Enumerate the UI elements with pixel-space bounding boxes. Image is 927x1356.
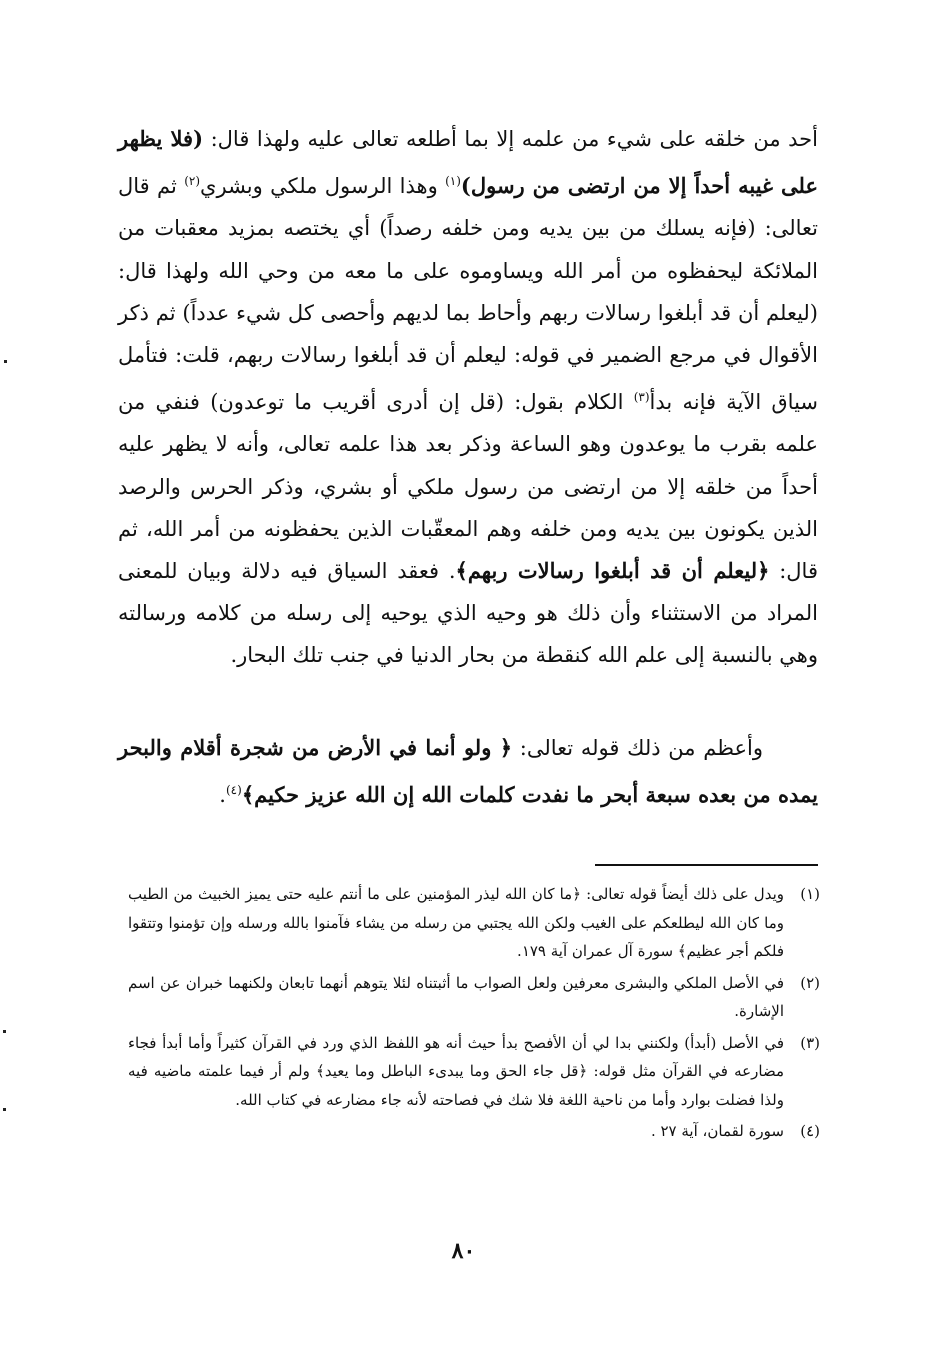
- quran-quote: ﴿ ولو أنما في الأرض من شجرة أقلام والبحر يمده من بعده سبعة أبحر ما نفدت كلمات الله إن الله عزيز حكيم﴾: [118, 735, 818, 808]
- footnote-item: [128, 969, 820, 1026]
- footnote-text: ويدل على ذلك أيضاً قوله تعالى: ﴿ما كان الله ليذر المؤمنين على ما أنتم عليه حتى يميز الخبيث من الطيب وما كان الله ليطلعكم على الغيب ولكن الله يجتبي من رسله من يشاء فآمنوا بالله ورسله وإن تؤمنوا وتتقوا فلكم أجر عظيم﴾ سورة آل عمران آية ١٧٩.: [128, 885, 784, 960]
- footnote-ref[interactable]: (٣): [633, 390, 650, 405]
- text-segment: وهذا الرسول ملكي وبشري: [200, 174, 446, 199]
- footnote-ref[interactable]: (٢): [184, 174, 201, 189]
- footnote-item: [128, 1117, 820, 1146]
- scan-speck: [3, 1108, 6, 1111]
- text-segment: فنفي من علمه بقرب ما يوعدون وهو الساعة وذكر بعد هذا علمه تعالى، وأنه لا يظهر عليه أحداً من خلقه إلا من ارتضى من رسول ملكي أو بشري، وذكر الحرس والرصد الذين يكونون بين يديه ومن خلفه وهم المعقّبات الذين يحفظونه من أمر الله، ثم قال:: [118, 390, 818, 584]
- text-segment: وأعظم من ذلك قوله تعالى:: [512, 736, 763, 760]
- text-segment: ثم قال تعالى:: [118, 174, 819, 241]
- second-paragraph: [118, 727, 818, 816]
- text-segment: . فعقد السياق فيه دلالة وبيان للمعنى المراد من الاستثناء وأن ذلك هو وحيه الذي يوحيه إلى رسله من كلامه ورسالته وهي بالنسبة إلى علم الله كنقطة من بحار الدنيا في جنب تلك البحار.: [118, 559, 818, 668]
- footnote-item: [128, 1029, 820, 1115]
- footnote-text: في الأصل الملكي والبشرى معرفين ولعل الصواب ما أثبتناه لئلا يتوهم أنهما تابعان ولكنهما خبران عن اسم الإشارة.: [128, 973, 784, 1020]
- footnote-number: (٤): [800, 1122, 820, 1140]
- quran-quote: (ليعلم أن قد أبلغوا رسالات ربهم وأحاط بما لديهم وأحصى كل شيء عدداً): [182, 300, 819, 325]
- text-segment: أي يختصه بمزيد معقبات من الملائكة ليحفظوه من أمر الله ويساوموه على ما معه من وحي الله ولهذا قال:: [118, 216, 818, 283]
- footnote-ref[interactable]: (٤): [225, 783, 242, 798]
- quran-quote: ﴿ليعلم أن قد أبلغوا رسالات ربهم﴾: [455, 558, 770, 584]
- footnote-number: (١): [800, 885, 820, 903]
- footnote-number: (٣): [800, 1033, 820, 1052]
- footnote-item: [128, 880, 820, 966]
- text-segment: ثم ذكر الأقوال في مرجع الضمير في قوله: ليعلم أن قد أبلغوا رسالات ربهم، قلت: فتأمل سياق الآية فإنه بدأ: [118, 300, 818, 415]
- footnote-number: (٢): [800, 973, 820, 992]
- footnote-text: سورة لقمان، آية ٢٧ .: [650, 1122, 784, 1140]
- text-segment: أحد من خلقه على شيء من علمه إلا بما أطلعه تعالى عليه ولهذا قال:: [203, 127, 818, 151]
- quran-quote: (فلا يظهر على غيبه أحداً إلا من ارتضى من رسول): [118, 126, 818, 199]
- quran-quote: (فإنه يسلك من بين يديه ومن خلفه رصداً): [379, 216, 756, 241]
- quran-quote: (قل إن أدرى أقريب ما توعدون): [210, 390, 505, 415]
- footnote-ref[interactable]: (١): [445, 174, 461, 189]
- scan-speck: [4, 360, 7, 363]
- text-segment: .: [219, 783, 226, 808]
- text-segment: الكلام بقول:: [504, 390, 634, 415]
- footnote-separator: [595, 864, 818, 866]
- scan-speck: [3, 1030, 6, 1033]
- footnote-text: في الأصل (أبدأ) ولكنني بدا لي أن الأفصح بدأ حيث أنه هو اللفظ الذي ورد في القرآن كثيراً وأما أبدأ فجاء مضارعه في القرآن مثل قوله: ﴿قل جاء الحق وما يبدىء الباطل وما يعيد﴾ ولم أر فيما علمته ماضيه فيه ولذا فضلت بوارد وأما من ناحية اللغة فلا شك في فصاحته لأنه جاء مضارعه في كتاب الله.: [128, 1033, 784, 1109]
- main-paragraph: [118, 118, 818, 677]
- page-number: ٨٠: [451, 1238, 476, 1264]
- footnotes-list: [128, 880, 820, 1149]
